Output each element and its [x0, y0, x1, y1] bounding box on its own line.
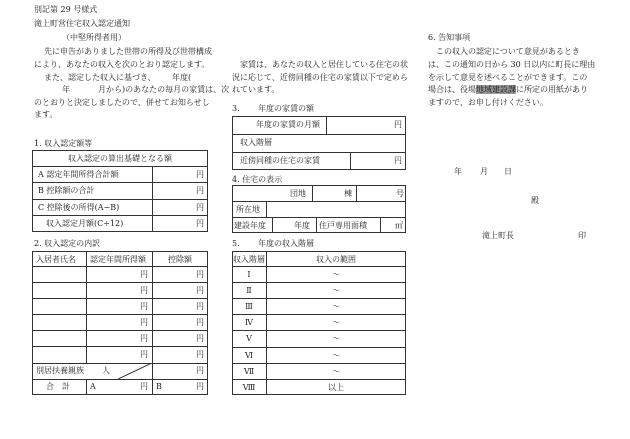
total-label: 合 計	[46, 382, 70, 391]
unit-deduct-6: 円	[196, 350, 204, 359]
unit-deduct-1: 円	[196, 270, 204, 279]
income-level-numeral: Ⅳ	[245, 318, 253, 327]
recipient-dono: 殿	[531, 196, 539, 205]
row-label-a: A 認定年間所得合計額	[38, 170, 119, 179]
income-level-numeral: Ⅷ	[242, 383, 256, 392]
col-deduction: 控除額	[168, 255, 192, 264]
section3-heading-no: 3.	[232, 104, 240, 113]
section3-heading: 年度の家賃の額	[258, 104, 314, 113]
section4-heading: 4. 住宅の表示	[232, 175, 283, 184]
intro-line-6: ます。	[34, 110, 58, 119]
intro-line-3b: 年度(	[172, 73, 192, 82]
document-subtitle: （中堅所得者用）	[62, 33, 126, 42]
income-range-cell: 〜	[332, 318, 340, 327]
income-level-numeral: Ⅱ	[246, 286, 252, 295]
unit-income-1: 円	[140, 270, 148, 279]
rent-text-3: れています。	[232, 85, 280, 94]
date-day: 日	[504, 167, 512, 176]
rent-monthly-unit: 円	[394, 120, 402, 129]
tou-label: 棟	[344, 189, 352, 198]
date-month: 月	[480, 167, 488, 176]
total-b-unit: 円	[196, 382, 204, 391]
income-level-numeral: Ⅴ	[246, 334, 252, 343]
income-range-cell: 〜	[332, 367, 340, 376]
dependents-diagonal	[118, 363, 152, 379]
row-unit-monthly: 円	[196, 219, 204, 228]
form-number: 別記第 29 号様式	[34, 5, 98, 14]
intro-line-3a: また、認定した収入に基づき、	[44, 73, 156, 82]
income-level-numeral: Ⅰ	[247, 270, 251, 279]
section6-heading: 6. 告知事項	[428, 33, 471, 42]
date-year: 年	[454, 167, 462, 176]
document-title: 滝上町営住宅収入認定通知	[34, 19, 130, 28]
unit-deduct-dependents: 円	[196, 366, 204, 375]
rent-text-1: 家賃は、あなたの収入と居住している住宅の状	[240, 60, 408, 69]
income-range-cell: 〜	[332, 334, 340, 343]
built-year-label: 建設年度	[234, 221, 266, 230]
income-level-label: 収入階層	[240, 138, 272, 147]
income-range-cell: 以上	[328, 383, 344, 392]
row-label-b: B 控除額の合計	[38, 186, 95, 195]
unit-income-4: 円	[140, 318, 148, 327]
row-label-c: C 控除後の所得(A−B)	[38, 203, 120, 212]
notice-line-4: 場合は、役場地域建設課に所定の用紙があり	[428, 85, 588, 94]
notice-line-5: ますので、お申し付けください。	[428, 98, 548, 107]
income-range-cell: 〜	[332, 270, 340, 279]
unit-income-6: 円	[140, 350, 148, 359]
highlighted-department: 地域建設課	[476, 85, 516, 94]
nendo-label: 年度	[294, 221, 310, 230]
section2-heading: 2. 収入認定の内訳	[34, 239, 101, 248]
section5-heading: 年度の収入階層	[258, 239, 314, 248]
intro-line-1: 先に申告がありました世帯の所得及び世帯構成	[44, 47, 212, 56]
income-level-numeral: Ⅵ	[244, 351, 254, 360]
income-level-numeral: Ⅶ	[243, 367, 255, 376]
intro-line-2: により、あなたの収入を次のとおり認定します。	[34, 60, 210, 69]
income-level-numeral: Ⅲ	[245, 302, 253, 311]
notice-line-3: を示して意見を述べることができます。この	[428, 73, 588, 82]
col-annual-income: 認定年間所得額	[90, 255, 146, 264]
intro-line-5: のとおりと決定しましたので、併せてお知らせし	[34, 98, 210, 107]
unit-deduct-5: 円	[196, 334, 204, 343]
col-income-range: 収入の範囲	[316, 255, 356, 264]
unit-income-5: 円	[140, 334, 148, 343]
section1-heading: 1. 収入認定額等	[34, 139, 93, 148]
row-label-monthly: 収入認定月額(C÷12)	[46, 219, 124, 228]
unit-deduct-2: 円	[196, 286, 204, 295]
unit-deduct-3: 円	[196, 302, 204, 311]
row-unit-c: 円	[196, 203, 204, 212]
notice-line-1: この収入の認定について意見があるとき	[436, 47, 580, 56]
intro-line-4b: 月から)のあなたの毎月の家賃は、次	[98, 85, 230, 94]
seal-mark: 印	[578, 231, 586, 240]
gou-label: 号	[396, 189, 404, 198]
dependents-unit: 人	[102, 366, 110, 375]
unit-income-2: 円	[140, 286, 148, 295]
total-b-label: B	[156, 382, 162, 391]
total-a-label: A	[90, 382, 96, 391]
location-label: 所在地	[236, 205, 260, 214]
income-range-cell: 〜	[332, 351, 340, 360]
danchi-label: 団地	[290, 189, 306, 198]
area-unit-label: ㎡	[395, 221, 403, 230]
total-a-unit: 円	[140, 382, 148, 391]
row-unit-b: 円	[196, 186, 204, 195]
intro-line-4a: 年	[62, 85, 70, 94]
income-range-cell: 〜	[332, 286, 340, 295]
mayor-title: 滝上町長	[482, 231, 514, 240]
floor-area-label: 住戸専用面積	[319, 221, 367, 230]
col-income-level: 収入階層	[233, 255, 265, 264]
section5-heading-no: 5.	[232, 239, 240, 248]
income-basis-header: 収入認定の算出基礎となる額	[68, 154, 172, 163]
unit-income-3: 円	[140, 302, 148, 311]
unit-deduct-4: 円	[196, 318, 204, 327]
income-range-cell: 〜	[332, 302, 340, 311]
dependents-label: 別居扶養親族	[36, 366, 84, 375]
rent-text-2: 況に応じて、近傍同種の住宅の家賃以下で定めら	[232, 73, 408, 82]
nearby-rent-unit: 円	[394, 156, 402, 165]
nearby-rent-label: 近傍同種の住宅の家賃	[240, 156, 320, 165]
row-unit-a: 円	[196, 170, 204, 179]
col-resident-name: 入居者氏名	[36, 255, 76, 264]
rent-monthly-label: 年度の家賃の月額	[256, 120, 320, 129]
notice-line-2: は、この通知の日から 30 日以内に町長に理由	[428, 60, 596, 69]
